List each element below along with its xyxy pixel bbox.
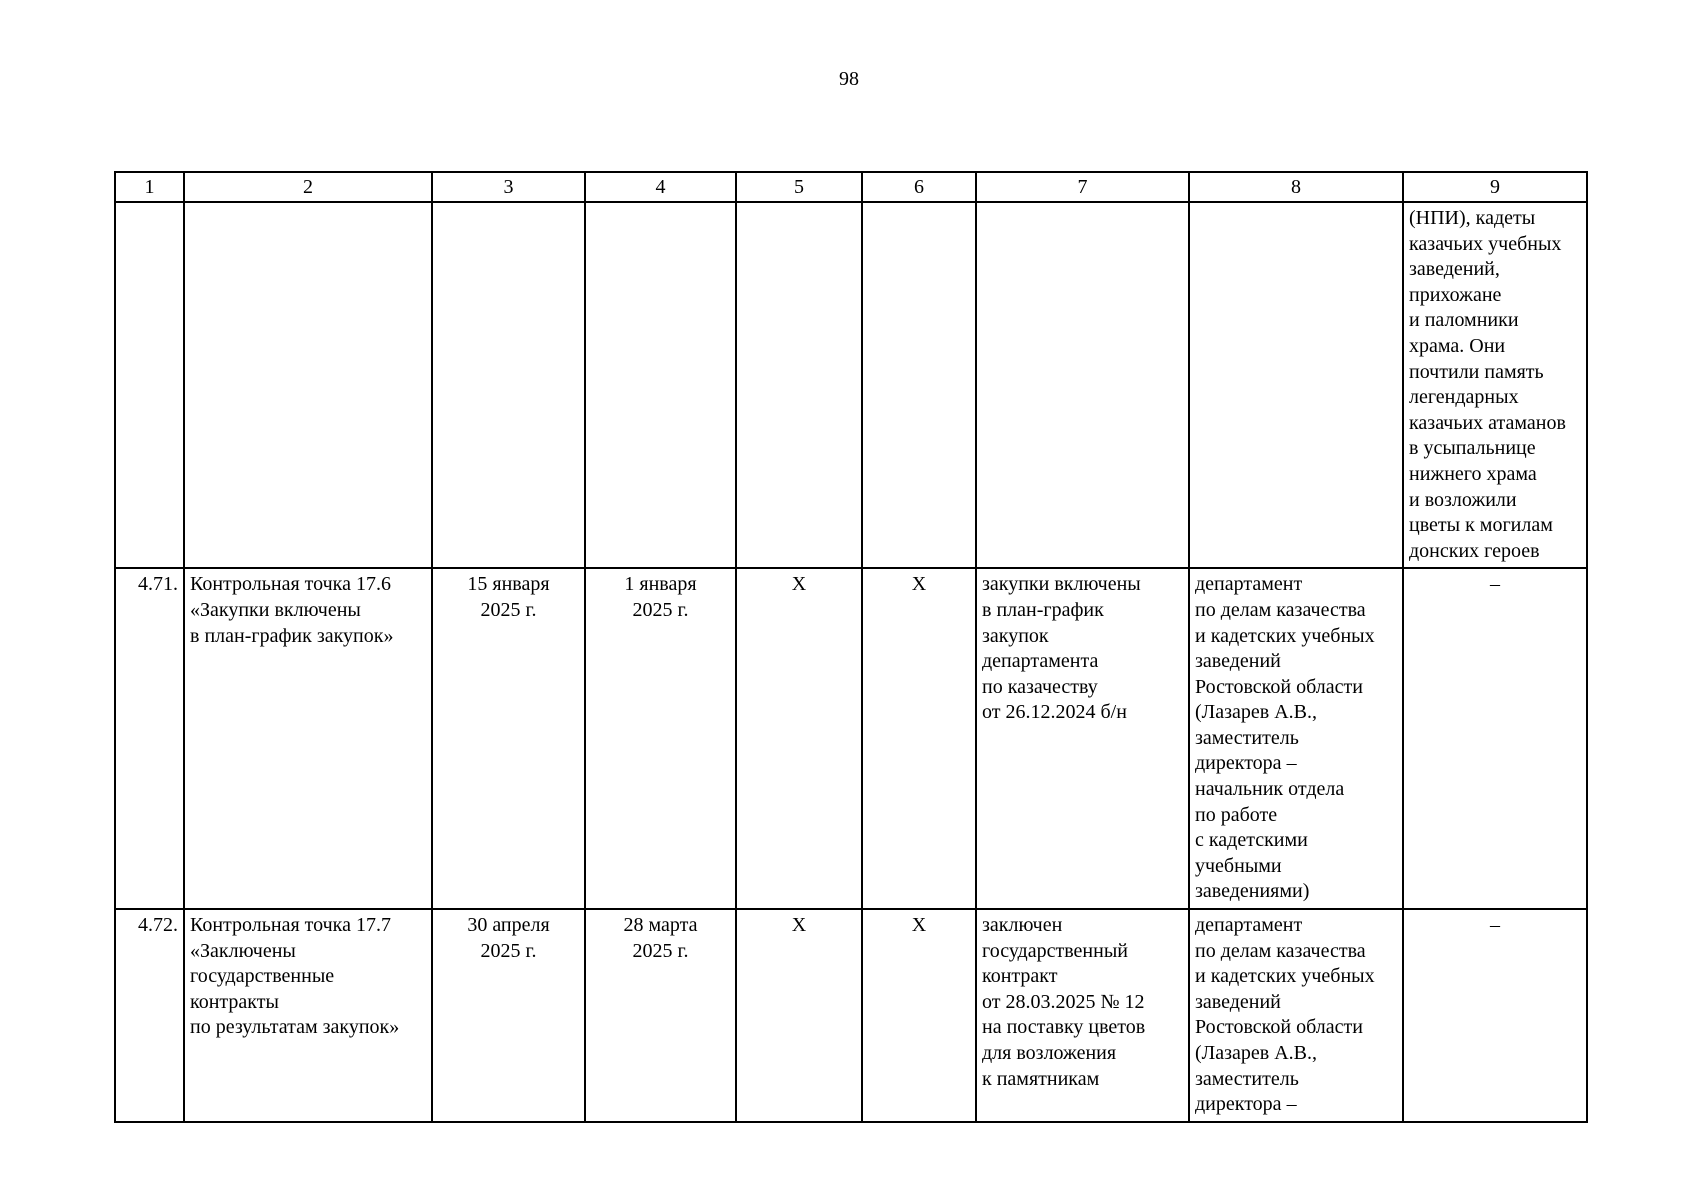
column-number: 3 (432, 172, 585, 202)
page-number: 98 (839, 68, 859, 90)
notes-cell: – (1403, 909, 1587, 1122)
responsible-cell (1189, 202, 1403, 568)
column-number: 4 (585, 172, 736, 202)
result-cell: заключен государственный контракт от 28.03.2025 № 12 на поставку цветов для возложения к памятникам (976, 909, 1189, 1122)
column-5-cell (736, 202, 862, 568)
row-number-cell: 4.71. (115, 568, 184, 909)
column-number: 5 (736, 172, 862, 202)
column-number: 7 (976, 172, 1189, 202)
row-number-cell (115, 202, 184, 568)
event-name-cell (184, 202, 432, 568)
event-name-cell: Контрольная точка 17.6 «Закупки включены в план-график закупок» (184, 568, 432, 909)
table-row (115, 202, 1587, 568)
column-number: 2 (184, 172, 432, 202)
actual-date-cell: 1 января 2025 г. (585, 568, 736, 909)
column-number: 9 (1403, 172, 1587, 202)
implementation-plan-table (114, 171, 1588, 1123)
event-name-cell: Контрольная точка 17.7 «Заключены государственные контракты по результатам закупок» (184, 909, 432, 1122)
responsible-cell: департамент по делам казачества и кадетских учебных заведений Ростовской области (Лазарев А.В., заместитель директора – (1189, 909, 1403, 1122)
row-number-cell: 4.72. (115, 909, 184, 1122)
column-6-cell: X (862, 568, 976, 909)
planned-date-cell: 15 января 2025 г. (432, 568, 585, 909)
column-number-row (115, 172, 1587, 202)
notes-cell: (НПИ), кадеты казачьих учебных заведений, прихожане и паломники храма. Они почтили память легендарных казачьих атаманов в усыпальнице нижнего храма и возложили цветы к могилам донских героев (1403, 202, 1587, 568)
result-cell: закупки включены в план-график закупок департамента по казачеству от 26.12.2024 б/н (976, 568, 1189, 909)
notes-cell: – (1403, 568, 1587, 909)
table-row (115, 909, 1587, 1122)
column-number: 6 (862, 172, 976, 202)
column-number: 1 (115, 172, 184, 202)
column-6-cell: X (862, 909, 976, 1122)
table-row (115, 568, 1587, 909)
actual-date-cell: 28 марта 2025 г. (585, 909, 736, 1122)
column-number: 8 (1189, 172, 1403, 202)
result-cell (976, 202, 1189, 568)
planned-date-cell: 30 апреля 2025 г. (432, 909, 585, 1122)
responsible-cell: департамент по делам казачества и кадетских учебных заведений Ростовской области (Лазарев А.В., заместитель директора – начальник отдела по работе с кадетскими учебными заведениями) (1189, 568, 1403, 909)
column-6-cell (862, 202, 976, 568)
column-5-cell: X (736, 568, 862, 909)
column-5-cell: X (736, 909, 862, 1122)
planned-date-cell (432, 202, 585, 568)
actual-date-cell (585, 202, 736, 568)
